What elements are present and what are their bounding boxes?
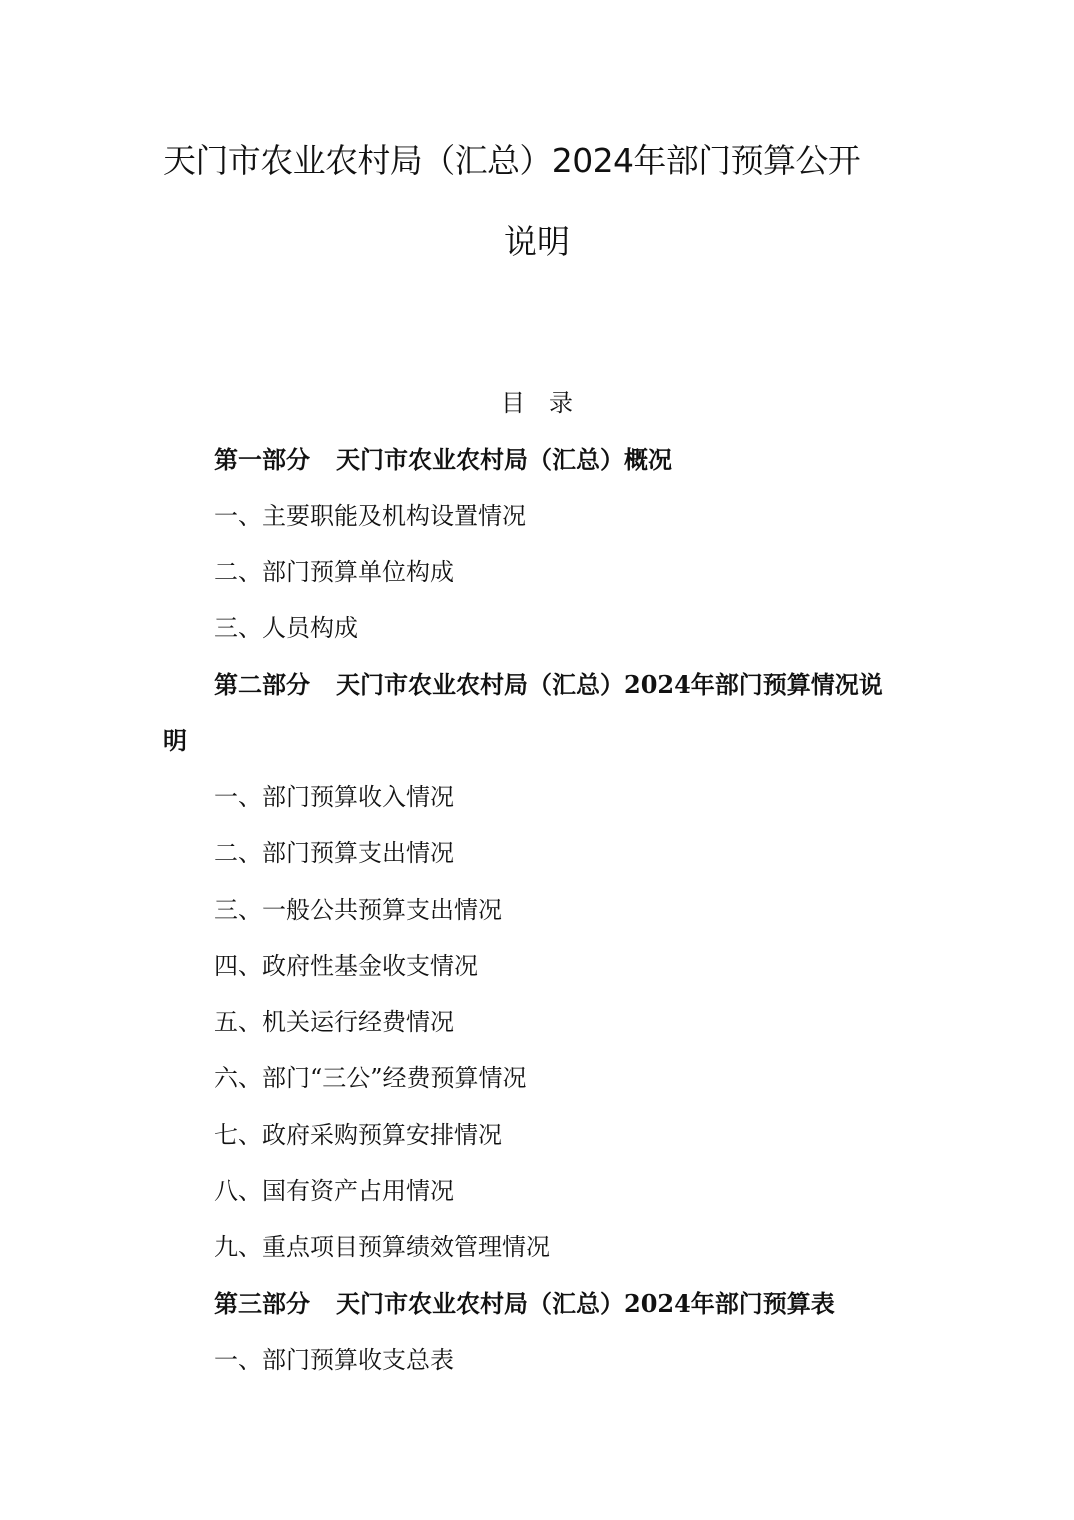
toc-item: 七、政府采购预算安排情况: [214, 1121, 502, 1149]
toc-item: 三、人员构成: [214, 614, 358, 642]
toc-part-3-label: 第三部分: [214, 1289, 310, 1318]
document-title-line-1: 天门市农业农村局（汇总）2024年部门预算公开: [163, 141, 861, 180]
toc-item: 五、机关运行经费情况: [214, 1008, 454, 1036]
document-title-line-2: 说明: [504, 222, 570, 261]
toc-item: 一、部门预算收支总表: [214, 1346, 454, 1374]
toc-item: 一、部门预算收入情况: [214, 783, 454, 811]
toc-part-3: [214, 1286, 835, 1322]
toc-item: 二、部门预算支出情况: [214, 839, 454, 867]
toc-part-3-title: 天门市农业农村局（汇总）2024年部门预算表: [336, 1289, 835, 1318]
toc-part-1-title: 天门市农业农村局（汇总）概况: [336, 445, 672, 474]
toc-part-2-title: 天门市农业农村局（汇总）2024年部门预算情况说: [336, 670, 883, 699]
toc-part-1-label: 第一部分: [214, 445, 310, 474]
toc-part-1: [214, 442, 672, 478]
toc-heading: 目录: [501, 389, 597, 417]
toc-item: 二、部门预算单位构成: [214, 558, 454, 586]
toc-item: 一、主要职能及机构设置情况: [214, 502, 526, 530]
toc-part-2-label: 第二部分: [214, 670, 310, 699]
toc-item: 六、部门“三公”经费预算情况: [214, 1064, 527, 1092]
toc-part-2-title-wrap: 明: [163, 726, 187, 755]
toc-item: 八、国有资产占用情况: [214, 1177, 454, 1205]
toc-item: 三、一般公共预算支出情况: [214, 896, 502, 924]
toc-item: 九、重点项目预算绩效管理情况: [214, 1233, 550, 1261]
toc-item: 四、政府性基金收支情况: [214, 952, 478, 980]
toc-part-2: [214, 667, 883, 703]
